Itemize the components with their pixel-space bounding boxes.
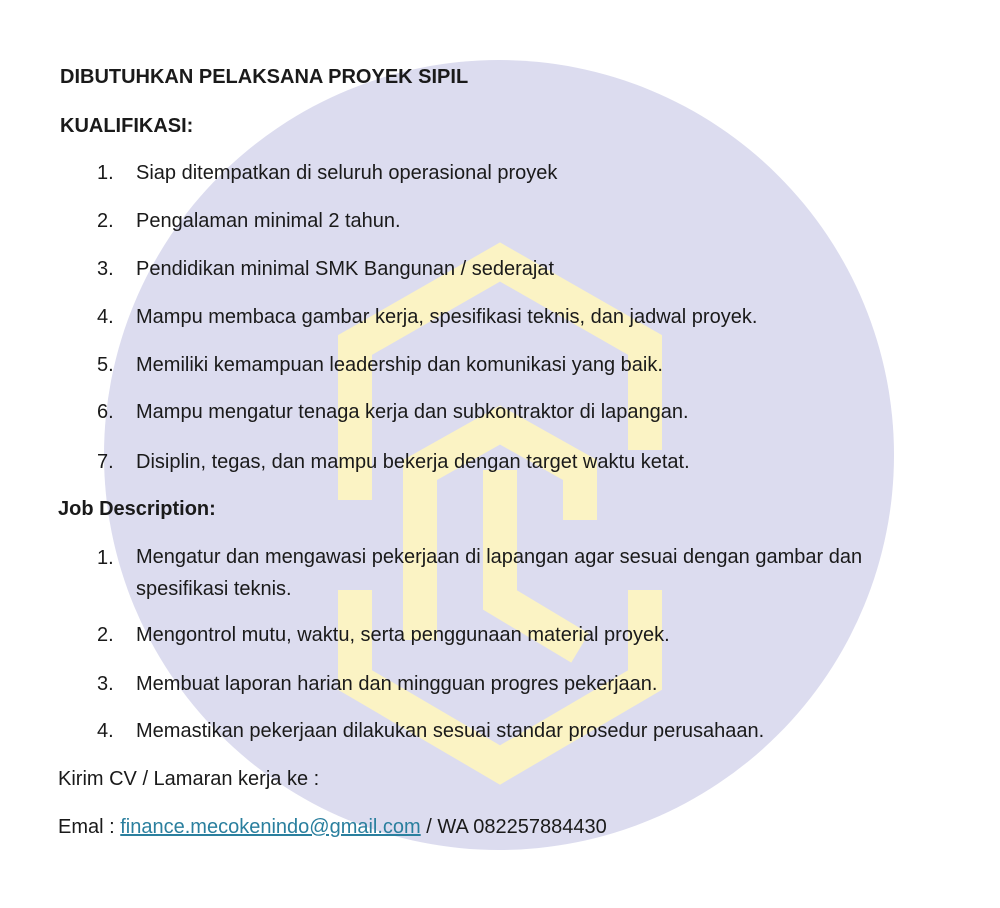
list-number: 3. <box>97 258 114 280</box>
list-item-text: Disiplin, tegas, dan mampu bekerja dengan target waktu ketat. <box>136 451 690 473</box>
list-item-text: Mengatur dan mengawasi pekerjaan di lapangan agar sesuai dengan gambar dan spesifikasi teknis. <box>136 546 863 600</box>
list-item-text: Pendidikan minimal SMK Bangunan / sederajat <box>136 258 555 280</box>
posting-title: DIBUTUHKAN PELAKSANA PROYEK SIPIL <box>60 66 469 88</box>
email-label: Emal : <box>58 816 121 838</box>
list-number: 7. <box>97 451 114 473</box>
whatsapp-number: / WA 082257884430 <box>420 816 607 838</box>
list-number: 2. <box>97 624 114 646</box>
list-item-text: Siap ditempatkan di seluruh operasional proyek <box>136 162 558 184</box>
list-item-text: Mampu mengatur tenaga kerja dan subkontraktor di lapangan. <box>136 401 689 423</box>
list-number: 6. <box>97 401 114 423</box>
list-number: 4. <box>97 306 114 328</box>
list-item-text: Pengalaman minimal 2 tahun. <box>136 210 401 232</box>
list-number: 2. <box>97 210 114 232</box>
list-item-text: Membuat laporan harian dan mingguan progres pekerjaan. <box>136 673 658 695</box>
list-item-text: Mengontrol mutu, waktu, serta penggunaan material proyek. <box>136 624 670 646</box>
email-link[interactable]: finance.mecokenindo@gmail.com <box>120 816 421 838</box>
list-item-text: Memastikan pekerjaan dilakukan sesuai standar prosedur perusahaan. <box>136 720 765 742</box>
job-description-heading: Job Description: <box>58 498 216 520</box>
list-number: 1. <box>97 162 114 184</box>
contact-line <box>58 815 607 839</box>
list-number: 1. <box>97 547 114 569</box>
qualifications-heading: KUALIFIKASI: <box>60 115 194 137</box>
list-number: 5. <box>97 354 114 376</box>
send-cv-label: Kirim CV / Lamaran kerja ke : <box>58 768 320 790</box>
list-number: 3. <box>97 673 114 695</box>
list-item-text: Mampu membaca gambar kerja, spesifikasi teknis, dan jadwal proyek. <box>136 306 758 328</box>
list-number: 4. <box>97 720 114 742</box>
list-item-text: Memiliki kemampuan leadership dan komunikasi yang baik. <box>136 354 663 376</box>
